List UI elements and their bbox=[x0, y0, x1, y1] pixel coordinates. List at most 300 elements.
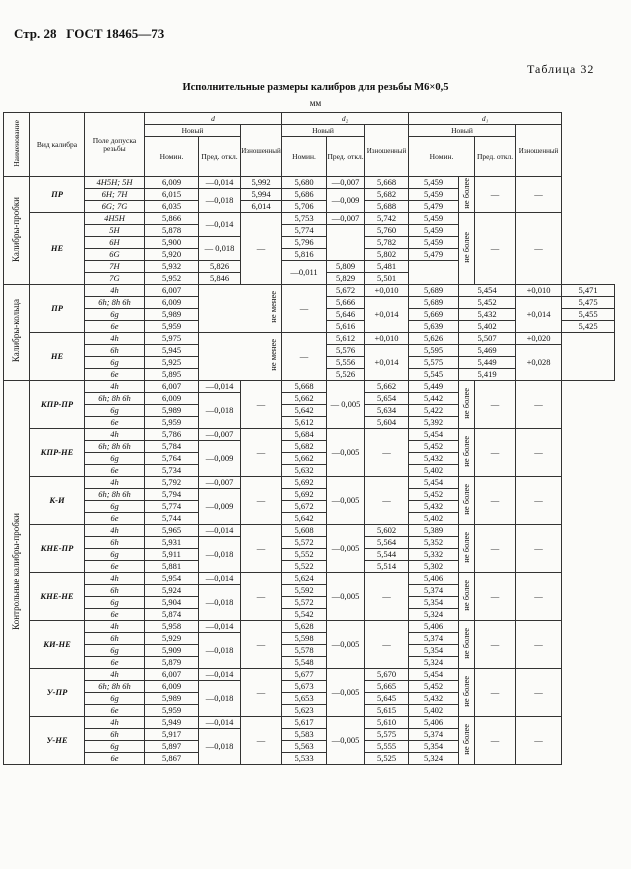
table-title: Исполнительные размеры калибров для резьбы М6×0,5 bbox=[182, 82, 449, 93]
d2-nomin: 5,668 bbox=[282, 381, 327, 393]
tolerance-field: 6e bbox=[85, 369, 145, 381]
d-nomin: 5,952 bbox=[145, 273, 199, 285]
d-izn-dash: — bbox=[241, 669, 282, 717]
d1-nomin: 5,459 bbox=[409, 225, 459, 237]
d1-nomin: 5,432 bbox=[409, 501, 459, 513]
d2-nomin: 5,682 bbox=[282, 441, 327, 453]
table-row bbox=[4, 429, 615, 441]
d1-pred-dash: — bbox=[475, 621, 516, 669]
d2-nomin: 5,846 bbox=[199, 273, 241, 285]
d2-izn-dash: — bbox=[365, 621, 409, 669]
tolerance-field: 7G bbox=[85, 273, 145, 285]
d-nomin: 5,911 bbox=[145, 549, 199, 561]
d1-nomin: 5,324 bbox=[409, 753, 459, 765]
d1-note-ne-bolee: не более bbox=[459, 477, 475, 525]
page-number: Стр. 28 bbox=[14, 26, 57, 41]
d-nomin: 6,007 bbox=[145, 669, 199, 681]
d1-pred-dash: — bbox=[475, 525, 516, 573]
d2-izn: 5,575 bbox=[365, 729, 409, 741]
d2-izn: 5,669 bbox=[409, 309, 459, 321]
d-nomin: 5,975 bbox=[145, 333, 199, 345]
d-pred-otkl: —0,007 bbox=[199, 429, 241, 441]
d2-nomin: 5,816 bbox=[282, 249, 327, 261]
d-izn: 5,994 bbox=[241, 189, 282, 201]
d2-nomin: 5,598 bbox=[282, 633, 327, 645]
d2-izn: 5,544 bbox=[365, 549, 409, 561]
d2-pred-otkl: +0,014 bbox=[365, 297, 409, 333]
d-izn-dash: — bbox=[241, 429, 282, 477]
d2-izn: 5,615 bbox=[365, 705, 409, 717]
d2-nomin: 5,572 bbox=[282, 597, 327, 609]
d1-pred-otkl: +0,020 bbox=[516, 333, 562, 345]
d2-nomin: 5,583 bbox=[282, 729, 327, 741]
d2-pred-otkl: —0,005 bbox=[327, 717, 365, 765]
d-nomin: 5,931 bbox=[145, 537, 199, 549]
d-pred-otkl: —0,018 bbox=[199, 729, 241, 765]
d-izn-dash: — bbox=[241, 213, 282, 285]
tolerance-field: 4h bbox=[85, 381, 145, 393]
d-nomin: 5,917 bbox=[145, 729, 199, 741]
d2-nomin: 5,692 bbox=[282, 489, 327, 501]
d1-nomin: 5,459 bbox=[409, 177, 459, 189]
d2-izn: 5,662 bbox=[365, 381, 409, 393]
d2-izn: 5,668 bbox=[365, 177, 409, 189]
page-header bbox=[14, 26, 164, 42]
d1-note-ne-bolee: не более bbox=[459, 381, 475, 429]
d-izn-dash: — bbox=[241, 717, 282, 765]
d1-nomin: 5,302 bbox=[409, 561, 459, 573]
table-row bbox=[4, 381, 615, 393]
d2-pred-otkl: —0,007 bbox=[327, 177, 365, 189]
tolerance-field: 4h bbox=[85, 477, 145, 489]
d2-nomin: 5,686 bbox=[282, 189, 327, 201]
d2-izn: 5,602 bbox=[365, 525, 409, 537]
d-nomin: 5,909 bbox=[145, 645, 199, 657]
d1-pred-dash: — bbox=[475, 213, 516, 285]
header-d-novyi: Новый bbox=[145, 125, 241, 137]
d2-nomin: 5,826 bbox=[199, 261, 241, 273]
tolerance-field: 6g bbox=[85, 501, 145, 513]
group-label: Калибры-пробки bbox=[4, 177, 30, 285]
d1-nomin: 5,402 bbox=[409, 465, 459, 477]
d-izn: 5,992 bbox=[241, 177, 282, 189]
d-nomin: 5,867 bbox=[145, 753, 199, 765]
d2-pred-otkl: +0,010 bbox=[365, 333, 409, 345]
d1-izn-dash: — bbox=[516, 525, 562, 573]
d1-nomin: 5,432 bbox=[409, 453, 459, 465]
kalibr-kind: К-И bbox=[30, 477, 85, 525]
d2-izn: 5,689 bbox=[409, 297, 459, 309]
d2-izn: 5,595 bbox=[409, 345, 459, 357]
d1-pred-dash: — bbox=[475, 429, 516, 477]
d2-izn-dash: — bbox=[365, 477, 409, 525]
d1-pred-dash: — bbox=[475, 477, 516, 525]
header-d2-pred: Пред. откл. bbox=[327, 137, 365, 177]
table-row bbox=[4, 525, 615, 537]
tolerance-field: 6h; 8h 6h bbox=[85, 393, 145, 405]
d2-nomin: 5,680 bbox=[282, 177, 327, 189]
d2-nomin: 5,632 bbox=[282, 465, 327, 477]
d2-nomin: 5,617 bbox=[282, 717, 327, 729]
tolerance-field: 4h bbox=[85, 429, 145, 441]
d1-note-ne-bolee: не более bbox=[459, 717, 475, 765]
d2-izn-dash: — bbox=[365, 573, 409, 621]
d-pred-otkl: —0,018 bbox=[199, 681, 241, 717]
d2-izn: 5,688 bbox=[365, 201, 409, 213]
tolerance-field: 4h bbox=[85, 285, 145, 297]
d2-nomin: 5,608 bbox=[282, 525, 327, 537]
d2-pred-otkl: +0,014 bbox=[365, 345, 409, 381]
d-nomin: 6,009 bbox=[145, 393, 199, 405]
tolerance-field: 6h; 8h 6h bbox=[85, 681, 145, 693]
d1-pred-dash: — bbox=[475, 381, 516, 429]
d-pred-otkl: —0,014 bbox=[199, 381, 241, 393]
d-nomin: 5,949 bbox=[145, 717, 199, 729]
header-d1-nomin: Номин. bbox=[409, 137, 475, 177]
d-pred-otkl: —0,014 bbox=[199, 213, 241, 237]
d1-nomin: 5,402 bbox=[409, 513, 459, 525]
d2-nomin: 5,552 bbox=[282, 549, 327, 561]
d1-nomin: 5,354 bbox=[409, 741, 459, 753]
header-naimenovanie: Наименование bbox=[4, 113, 30, 177]
d1-izn-dash: — bbox=[516, 381, 562, 429]
d1-izn: 5,455 bbox=[562, 309, 615, 321]
d2-nomin: 5,612 bbox=[282, 417, 327, 429]
tolerance-field: 6h; 8h 6h bbox=[85, 441, 145, 453]
d2-izn: 5,802 bbox=[365, 249, 409, 261]
kalibr-kind: У-ПР bbox=[30, 669, 85, 717]
d2-nomin: 5,592 bbox=[282, 585, 327, 597]
tolerance-field: 6h bbox=[85, 585, 145, 597]
d2-izn: 5,514 bbox=[365, 561, 409, 573]
d-nomin: 5,989 bbox=[145, 693, 199, 705]
table-number: Таблица 32 bbox=[527, 62, 595, 76]
d-izn-dash: — bbox=[241, 525, 282, 573]
kalibr-kind: НЕ bbox=[30, 213, 85, 285]
group-label: Калибры-кольца bbox=[4, 285, 30, 381]
d1-pred-dash: — bbox=[475, 573, 516, 621]
d-izn-dash: — bbox=[241, 477, 282, 525]
kalibr-kind: НЕ bbox=[30, 333, 85, 381]
d-pred-otkl: —0,009 bbox=[199, 441, 241, 477]
d1-nomin: 5,452 bbox=[409, 441, 459, 453]
d2-izn: 5,809 bbox=[327, 261, 365, 273]
header-d-pred: Пред. откл. bbox=[199, 137, 241, 177]
d-nomin: 5,744 bbox=[145, 513, 199, 525]
table-row bbox=[4, 213, 615, 225]
tolerance-field: 6h bbox=[85, 345, 145, 357]
d1-nomin: 5,459 bbox=[409, 213, 459, 225]
d2-izn: 5,654 bbox=[365, 393, 409, 405]
tolerance-field: 6H bbox=[85, 237, 145, 249]
d-nomin: 6,007 bbox=[145, 381, 199, 393]
d-pred-otkl: —0,018 bbox=[199, 393, 241, 429]
d2-izn: 5,626 bbox=[409, 333, 459, 345]
d1-nomin: 5,406 bbox=[409, 573, 459, 585]
d-pred-otkl: —0,018 bbox=[199, 633, 241, 669]
d-nomin: 5,764 bbox=[145, 453, 199, 465]
kalibr-kind: КНЕ-ПР bbox=[30, 525, 85, 573]
d2-nomin: 5,628 bbox=[282, 621, 327, 633]
kalibr-kind: КПР-НЕ bbox=[30, 429, 85, 477]
d2-pred-otkl: —0,011 bbox=[282, 261, 327, 285]
tolerance-field: 6e bbox=[85, 609, 145, 621]
d1-nomin: 5,402 bbox=[459, 321, 516, 333]
d1-pred-dash: — bbox=[475, 177, 516, 213]
d2-izn: 5,545 bbox=[409, 369, 459, 381]
d1-pred-otkl: +0,014 bbox=[516, 297, 562, 333]
d2-nomin: 5,673 bbox=[282, 681, 327, 693]
d1-nomin: 5,352 bbox=[409, 537, 459, 549]
d1-note-ne-bolee: не более bbox=[459, 669, 475, 717]
d2-izn: 5,555 bbox=[365, 741, 409, 753]
d-nomin: 5,989 bbox=[145, 309, 199, 321]
d1-nomin: 5,452 bbox=[409, 489, 459, 501]
d2-izn: 5,634 bbox=[365, 405, 409, 417]
d-pred-otkl: —0,014 bbox=[199, 177, 241, 189]
d2-nomin: 5,666 bbox=[327, 297, 365, 309]
kalibr-kind: КИ-НЕ bbox=[30, 621, 85, 669]
d1-izn-dash: — bbox=[516, 177, 562, 213]
d-pred-otkl: —0,018 bbox=[199, 189, 241, 213]
header-d1: d₁ bbox=[409, 113, 562, 125]
d-nomin: 5,786 bbox=[145, 429, 199, 441]
d2-pred-otkl: —0,005 bbox=[327, 429, 365, 477]
tolerance-field: 4h bbox=[85, 717, 145, 729]
d-note-ne-menee: не менее bbox=[199, 285, 282, 333]
d1-nomin: 5,481 bbox=[365, 261, 409, 273]
d-nomin: 5,958 bbox=[145, 621, 199, 633]
d2-izn: 5,575 bbox=[409, 357, 459, 369]
d1-nomin: 5,432 bbox=[409, 693, 459, 705]
d2-nomin: 5,576 bbox=[327, 345, 365, 357]
d-izn: 6,014 bbox=[241, 201, 282, 213]
d-pred-otkl: —0,007 bbox=[199, 477, 241, 489]
d1-nomin: 5,422 bbox=[409, 405, 459, 417]
header-d-izn: Изношенный bbox=[241, 125, 282, 177]
d-pred-otkl: —0,014 bbox=[199, 525, 241, 537]
d1-nomin: 5,389 bbox=[409, 525, 459, 537]
d1-note-ne-bolee: не более bbox=[459, 621, 475, 669]
d1-nomin: 5,324 bbox=[409, 657, 459, 669]
d1-izn: 5,425 bbox=[562, 321, 615, 333]
d2-pred-otkl: —0,007 bbox=[327, 213, 365, 225]
d2-nomin: 5,642 bbox=[282, 513, 327, 525]
d1-izn-dash: — bbox=[516, 669, 562, 717]
d2-nomin: 5,706 bbox=[282, 201, 327, 213]
d2-nomin: 5,692 bbox=[282, 477, 327, 489]
d-nomin: 5,932 bbox=[145, 261, 199, 273]
gost-number: ГОСТ 18465—73 bbox=[66, 26, 165, 41]
d2-pred-otkl: —0,005 bbox=[327, 669, 365, 717]
tolerance-field: 6g bbox=[85, 693, 145, 705]
d1-note-ne-bolee: не более bbox=[459, 177, 475, 213]
d1-izn-dash: — bbox=[516, 573, 562, 621]
d2-nomin: 5,662 bbox=[282, 393, 327, 405]
d-izn-dash: — bbox=[241, 381, 282, 429]
d1-note-ne-bolee: не более bbox=[459, 573, 475, 621]
d2-nomin: 5,526 bbox=[327, 369, 365, 381]
d-nomin: 5,881 bbox=[145, 561, 199, 573]
tolerance-field: 6g bbox=[85, 645, 145, 657]
tolerance-field: 4h bbox=[85, 573, 145, 585]
d2-nomin: 5,533 bbox=[282, 753, 327, 765]
tolerance-field: 4h bbox=[85, 669, 145, 681]
d1-nomin: 5,392 bbox=[409, 417, 459, 429]
tolerance-field: 6G; 7G bbox=[85, 201, 145, 213]
d2-pred-otkl: +0,010 bbox=[365, 285, 409, 297]
tolerance-field: 6e bbox=[85, 465, 145, 477]
d-nomin: 6,035 bbox=[145, 201, 199, 213]
d-nomin: 6,009 bbox=[145, 297, 199, 309]
d1-nomin: 5,374 bbox=[409, 633, 459, 645]
header-d-nomin: Номин. bbox=[145, 137, 199, 177]
d2-nomin: 5,662 bbox=[282, 453, 327, 465]
tolerance-field: 6e bbox=[85, 417, 145, 429]
d-izn-dash: — bbox=[282, 333, 327, 381]
d1-nomin: 5,454 bbox=[459, 285, 516, 297]
d1-nomin: 5,432 bbox=[459, 309, 516, 321]
tolerance-field: 4H5H bbox=[85, 213, 145, 225]
d-nomin: 5,924 bbox=[145, 585, 199, 597]
d2-pred-otkl: —0,005 bbox=[327, 573, 365, 621]
kalibr-kind: КНЕ-НЕ bbox=[30, 573, 85, 621]
header-d: d bbox=[145, 113, 282, 125]
d-nomin: 5,954 bbox=[145, 573, 199, 585]
d-nomin: 5,965 bbox=[145, 525, 199, 537]
tolerance-field: 6e bbox=[85, 705, 145, 717]
kalibr-kind: КПР-ПР bbox=[30, 381, 85, 429]
d-nomin: 5,929 bbox=[145, 633, 199, 645]
tolerance-field: 6e bbox=[85, 513, 145, 525]
tolerance-field: 6g bbox=[85, 309, 145, 321]
d2-nomin: 5,522 bbox=[282, 561, 327, 573]
d1-nomin: 5,406 bbox=[409, 717, 459, 729]
tolerance-field: 6g bbox=[85, 405, 145, 417]
d2-izn: 5,782 bbox=[365, 237, 409, 249]
d1-nomin: 5,454 bbox=[409, 429, 459, 441]
d1-nomin: 5,479 bbox=[409, 249, 459, 261]
d-nomin: 5,900 bbox=[145, 237, 199, 249]
tolerance-field: 4h bbox=[85, 333, 145, 345]
tolerance-field: 6h; 8h 6h bbox=[85, 489, 145, 501]
header-d2: d₂ bbox=[282, 113, 409, 125]
d1-pred-otkl: +0,010 bbox=[516, 285, 562, 297]
d2-pred-otkl: — 0,005 bbox=[327, 381, 365, 429]
d-pred-otkl: —0,014 bbox=[199, 669, 241, 681]
d-nomin: 5,774 bbox=[145, 501, 199, 513]
tolerance-field: 6H; 7H bbox=[85, 189, 145, 201]
d1-note-ne-bolee: не более bbox=[459, 429, 475, 477]
d-nomin: 5,959 bbox=[145, 417, 199, 429]
d1-izn-empty bbox=[562, 333, 615, 381]
d-nomin: 5,734 bbox=[145, 465, 199, 477]
d2-izn: 5,665 bbox=[365, 681, 409, 693]
d2-izn: 5,670 bbox=[365, 669, 409, 681]
d1-izn-dash: — bbox=[516, 621, 562, 669]
d2-pred-otkl: —0,005 bbox=[327, 621, 365, 669]
tolerance-field: 6h bbox=[85, 633, 145, 645]
d1-izn: 5,471 bbox=[562, 285, 615, 297]
d2-nomin: 5,642 bbox=[282, 405, 327, 417]
d-pred-otkl: —0,018 bbox=[199, 537, 241, 573]
d-izn-dash: — bbox=[282, 285, 327, 333]
d1-nomin: 5,459 bbox=[409, 237, 459, 249]
d2-nomin: 5,612 bbox=[327, 333, 365, 345]
d-nomin: 5,879 bbox=[145, 657, 199, 669]
d2-nomin: 5,563 bbox=[282, 741, 327, 753]
d1-nomin: 5,354 bbox=[409, 597, 459, 609]
d1-nomin: 5,406 bbox=[409, 621, 459, 633]
d-izn-dash: — bbox=[241, 573, 282, 621]
d-note-ne-menee: не менее bbox=[199, 333, 282, 381]
d2-izn-dash: — bbox=[365, 429, 409, 477]
d2-izn: 5,760 bbox=[365, 225, 409, 237]
d2-izn: 5,829 bbox=[327, 273, 365, 285]
kalibr-kind: У-НЕ bbox=[30, 717, 85, 765]
header-pole-dopuska: Поле допуска резьбы bbox=[85, 113, 145, 177]
units-label: мм bbox=[309, 98, 322, 108]
d-nomin: 5,897 bbox=[145, 741, 199, 753]
tolerance-field: 6h bbox=[85, 537, 145, 549]
d-nomin: 6,009 bbox=[145, 681, 199, 693]
d-nomin: 5,920 bbox=[145, 249, 199, 261]
d2-pred-otkl: —0,009 bbox=[327, 189, 365, 213]
d1-nomin: 5,449 bbox=[459, 357, 516, 369]
d2-nomin: 5,653 bbox=[282, 693, 327, 705]
tolerance-field: 4H5H; 5H bbox=[85, 177, 145, 189]
d2-nomin: 5,616 bbox=[327, 321, 365, 333]
d2-izn: 5,682 bbox=[365, 189, 409, 201]
tolerance-field: 6e bbox=[85, 321, 145, 333]
d1-nomin: 5,402 bbox=[409, 705, 459, 717]
d1-izn-dash: — bbox=[516, 429, 562, 477]
tolerance-field: 6g bbox=[85, 597, 145, 609]
tolerance-field: 6e bbox=[85, 753, 145, 765]
d1-nomin: 5,452 bbox=[409, 681, 459, 693]
d2-izn: 5,610 bbox=[365, 717, 409, 729]
tolerance-field: 7H bbox=[85, 261, 145, 273]
tolerance-field: 6g bbox=[85, 453, 145, 465]
d1-nomin: 5,459 bbox=[409, 189, 459, 201]
d2-pred-otkl: —0,005 bbox=[327, 525, 365, 573]
kalibr-kind: ПР bbox=[30, 285, 85, 333]
d-izn-dash: — bbox=[241, 621, 282, 669]
d2-nomin: 5,623 bbox=[282, 705, 327, 717]
d1-pred-dash: — bbox=[475, 669, 516, 717]
header-d1-izn: Изношенный bbox=[516, 125, 562, 177]
d2-nomin: 5,556 bbox=[327, 357, 365, 369]
tolerance-field: 6h; 8h 6h bbox=[85, 297, 145, 309]
d2-nomin: 5,684 bbox=[282, 429, 327, 441]
d-nomin: 6,015 bbox=[145, 189, 199, 201]
d2-pred-otkl bbox=[327, 225, 365, 261]
d-nomin: 5,784 bbox=[145, 441, 199, 453]
d2-izn: 5,564 bbox=[365, 537, 409, 549]
d1-izn-dash: — bbox=[516, 717, 562, 765]
d-nomin: 6,009 bbox=[145, 177, 199, 189]
tolerance-field: 6g bbox=[85, 741, 145, 753]
d-nomin: 5,866 bbox=[145, 213, 199, 225]
header-d1-novyi: Новый bbox=[409, 125, 516, 137]
d-pred-otkl: —0,014 bbox=[199, 717, 241, 729]
tolerance-field: 6e bbox=[85, 657, 145, 669]
d1-pred-dash: — bbox=[475, 717, 516, 765]
d2-izn: 5,689 bbox=[409, 285, 459, 297]
d1-nomin: 5,507 bbox=[459, 333, 516, 345]
tolerance-field: 6e bbox=[85, 561, 145, 573]
d2-izn: 5,645 bbox=[365, 693, 409, 705]
